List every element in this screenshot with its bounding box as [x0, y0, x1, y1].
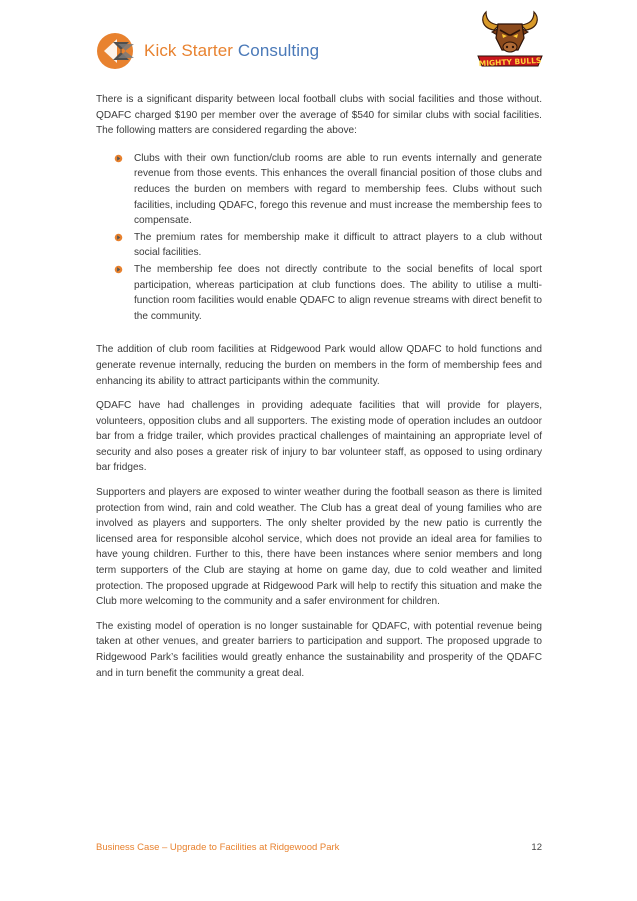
considerations-list [96, 151, 542, 325]
company-logo [96, 32, 319, 70]
bullet-icon [114, 154, 123, 163]
club-logo-text: MIGHTY BULLS [478, 55, 542, 69]
paragraph-winter-weather: Supporters and players are exposed to winter weather during the football season as there is limited protection from wind, rain and cold weather. The Club has a great deal of young families who are involved as players and supporters. The only shelter provided by the new patio is currently the licensed area for responsible alcohol service, which does not provide an ideal area for families to have young children. Further to this, there have been instances where senior members and long term supporters of the Club are staying at home on game day, due to cold weather and limited protection. The proposed upgrade at Ridgewood Park will help to rectify this situation and make the Club more welcoming to the community and a safer environment for children. [96, 487, 542, 608]
list-item [134, 230, 542, 261]
bullet-icon [114, 233, 123, 242]
page-number: 12 [531, 842, 542, 853]
list-item-text: The premium rates for membership make it difficult to attract players to a club without social facilities. [134, 231, 542, 259]
club-logo [472, 8, 548, 79]
brand-word-kick-starter: Kick Starter [144, 41, 234, 60]
intro-paragraph: There is a significant disparity between local football clubs with social facilities and those without. QDAFC charged $190 per member over the average of $540 for similar clubs with social facilities. The following matters are considered regarding the above: [96, 94, 542, 137]
footer-title: Business Case – Upgrade to Facilities at Ridgewood Park [96, 842, 340, 853]
paragraph-club-rooms: The addition of club room facilities at Ridgewood Park would allow QDAFC to hold functions and generate revenue internally, reducing the burden on members in the form of membership fees and enhancing its ability to attract participants within the community. [96, 344, 542, 387]
paragraph-facility-challenges: QDAFC have had challenges in providing adequate facilities that will provide for players, volunteers, opposition clubs and all supporters. The existing mode of operation includes an outdoor bar from a fridge trailer, which provides practical challenges of maintaining an appropriate level of security and also poses a greater risk of injury to bar volunteer staff, as opposed to using ordinary bar fridges. [96, 400, 542, 474]
paragraph-sustainability: The existing model of operation is no longer sustainable for QDAFC, with potential revenue being taken at other venues, and greater barriers to participation and support. The proposed upgrade to Ridgewood Park’s facilities would greatly enhance the sustainability and prosperity of the QDAFC and in turn benefit the community a great deal. [96, 620, 542, 679]
brand-word-consulting: Consulting [237, 41, 320, 60]
company-name [144, 41, 319, 61]
list-item [134, 262, 542, 324]
list-item [134, 151, 542, 229]
list-item-text: The membership fee does not directly contribute to the social benefits of local sport participation, whereas participation at club functions does. The ability to utilise a multi-function room facilities would enable QDAFC to align revenue streams with direct benefit to the community. [134, 263, 542, 322]
page-footer [96, 842, 542, 853]
bullet-icon [114, 265, 123, 274]
list-item-text: Clubs with their own function/club rooms are able to run events internally and generate revenue from those events. This enhances the overall financial position of those clubs and reduces the burden on members with regard to membership fees. Clubs without such facilities, including QDAFC, forego this revenue and must increase the membership fees to compensate. [134, 152, 542, 227]
kick-starter-logo-icon [96, 32, 138, 70]
document-body [96, 92, 542, 690]
mighty-bulls-logo-icon [472, 8, 548, 74]
